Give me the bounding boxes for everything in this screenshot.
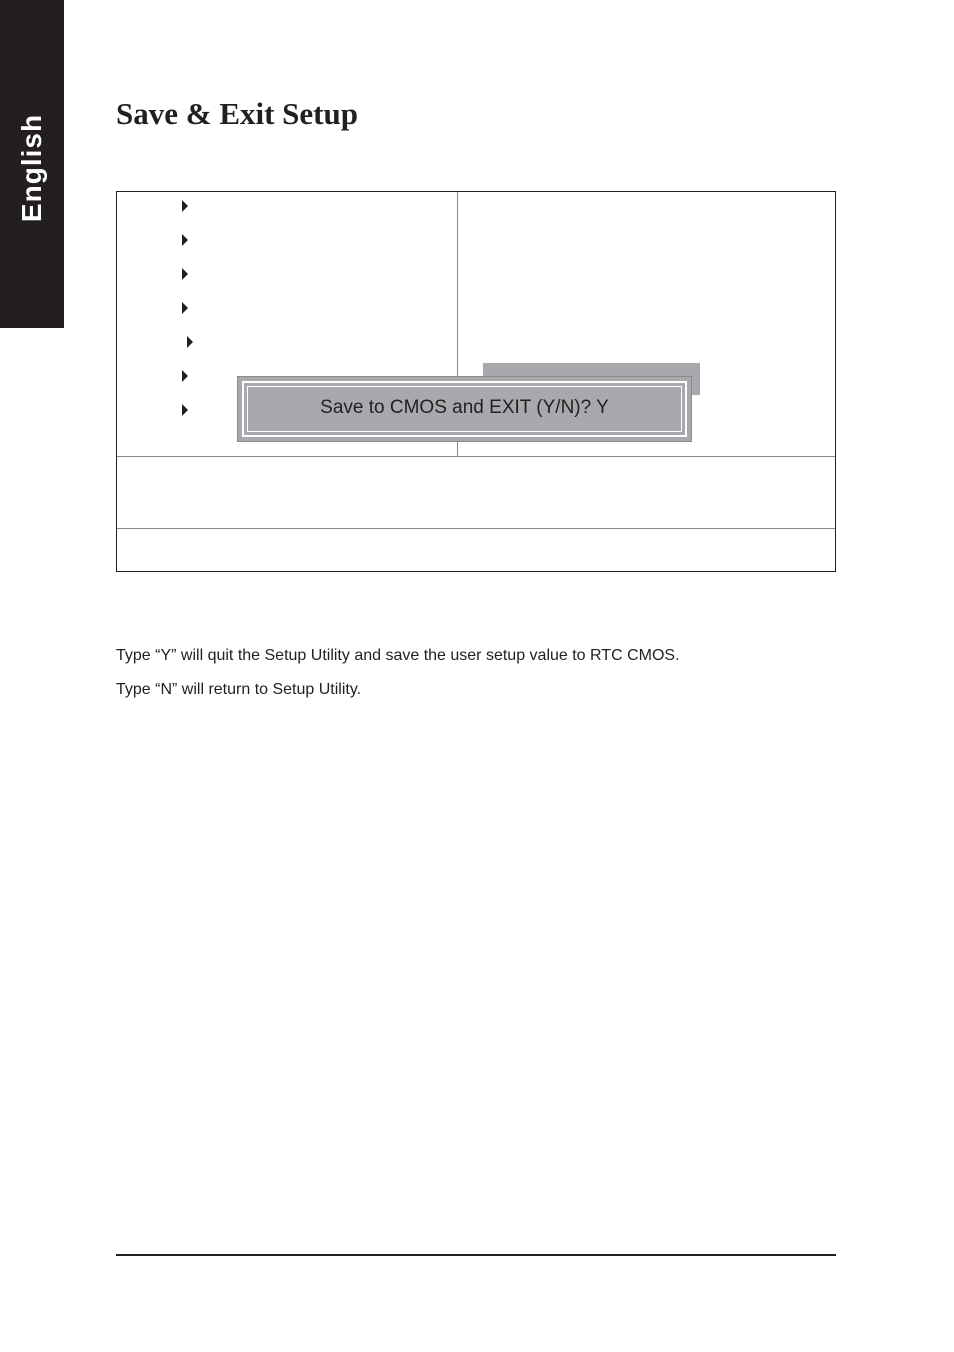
footer-rule <box>116 1254 836 1256</box>
description-line-yes: Type “Y” will quit the Setup Utility and save the user setup value to RTC CMOS. <box>116 647 680 664</box>
menu-item-arrow-icon[interactable] <box>187 336 193 348</box>
language-side-tab <box>0 0 64 328</box>
menu-item-arrow-icon[interactable] <box>182 370 188 382</box>
page-title: Save & Exit Setup <box>116 96 358 131</box>
save-exit-confirm-dialog[interactable] <box>237 376 692 442</box>
dialog-prompt: Save to CMOS and EXIT (Y/N)? Y <box>320 397 609 418</box>
menu-item-arrow-icon[interactable] <box>182 200 188 212</box>
help-area-divider <box>117 456 835 457</box>
menu-item-arrow-icon[interactable] <box>182 234 188 246</box>
bios-screen-frame <box>116 191 836 572</box>
menu-item-arrow-icon[interactable] <box>182 268 188 280</box>
description-line-no: Type “N” will return to Setup Utility. <box>116 681 362 698</box>
menu-item-arrow-icon[interactable] <box>182 302 188 314</box>
menu-item-arrow-icon[interactable] <box>182 404 188 416</box>
side-tab-label: English <box>16 113 47 223</box>
status-bar-divider <box>117 528 835 529</box>
